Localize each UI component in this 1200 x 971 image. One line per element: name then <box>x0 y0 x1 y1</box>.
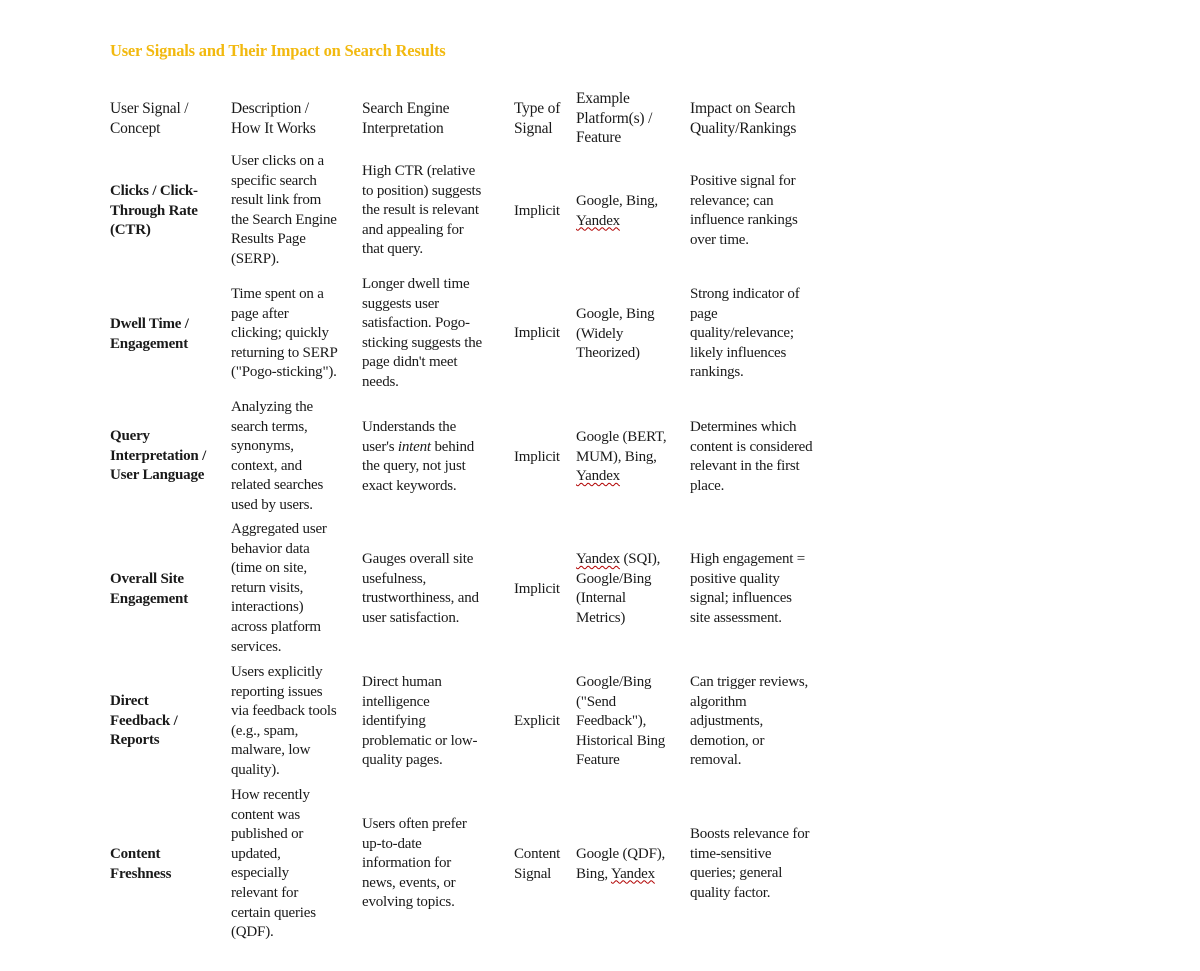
header-line: Quality/Rankings <box>690 119 797 137</box>
cell-type <box>514 580 560 600</box>
header-platform <box>576 89 652 148</box>
cell-line: Reports <box>110 732 160 749</box>
cell-type <box>514 202 560 222</box>
header-line: Signal <box>514 119 553 137</box>
cell-line: behavior data <box>231 540 310 557</box>
cell-line: Implicit <box>514 203 560 219</box>
cell-line: rankings. <box>690 364 744 381</box>
header-line: User Signal / <box>110 100 189 117</box>
header-line: How It Works <box>231 119 316 137</box>
cell-line: High CTR (relative <box>362 163 476 179</box>
cell-line: identifying <box>362 713 426 730</box>
cell-line: Implicit <box>514 581 560 597</box>
cell-line: Users often prefer <box>362 816 467 832</box>
cell-line: Google/Bing <box>576 570 652 587</box>
cell-line: Google, Bing <box>576 306 655 322</box>
cell-interpretation <box>362 418 474 496</box>
cell-line: Through Rate <box>110 202 198 219</box>
cell-signal <box>110 845 171 884</box>
cell-line: Signal <box>514 865 552 882</box>
cell-interpretation <box>362 673 477 771</box>
cell-line: Content <box>110 846 161 862</box>
cell-interpretation <box>362 162 481 260</box>
cell-line: Explicit <box>514 713 560 729</box>
spellcheck-word: Yandex <box>610 865 655 882</box>
cell-line: Users explicitly <box>231 664 323 680</box>
cell-line: Implicit <box>514 325 560 341</box>
cell-line: content is considered <box>690 438 813 455</box>
cell-line: across platform <box>231 618 321 635</box>
cell-line: positive quality <box>690 570 780 587</box>
cell-line: synonyms, <box>231 438 294 455</box>
cell-impact <box>690 285 800 383</box>
cell-line: page <box>690 305 718 322</box>
cell-line: return visits, <box>231 579 304 596</box>
cell-line: Query <box>110 428 150 444</box>
cell-impact <box>690 825 809 903</box>
cell-line: over time. <box>690 231 749 248</box>
cell-line: adjustments, <box>690 713 764 730</box>
cell-line: time-sensitive <box>690 845 772 862</box>
cell-line: specific search <box>231 172 317 189</box>
cell-line: relevant for <box>231 884 299 901</box>
cell-description <box>231 398 323 516</box>
cell-line: quality pages. <box>362 752 443 769</box>
document-title: User Signals and Their Impact on Search Results <box>110 41 446 60</box>
cell-line: (CTR) <box>110 222 151 239</box>
cell-line: likely influences <box>690 344 787 361</box>
cell-line: relevant in the first <box>690 458 800 475</box>
cell-line: page after <box>231 305 289 322</box>
cell-line: Overall Site <box>110 571 184 587</box>
cell-line: (QDF). <box>231 924 274 941</box>
cell-line <box>576 550 660 570</box>
cell-line: trustworthiness, and <box>362 590 479 607</box>
cell-platform <box>576 305 654 364</box>
cell-line <box>362 438 474 458</box>
cell-line: Feedback / <box>110 712 178 729</box>
header-line: Feature <box>576 129 622 147</box>
cell-line: signal; influences <box>690 590 792 607</box>
header-line: Interpretation <box>362 119 444 137</box>
cell-line: Understands the <box>362 419 457 435</box>
cell-line: reporting issues <box>231 683 323 700</box>
cell-line: to position) suggests <box>362 182 482 199</box>
cell-line: up-to-date <box>362 835 422 852</box>
cell-description <box>231 520 327 657</box>
cell-line: Can trigger reviews, <box>690 674 809 690</box>
header-line: Concept <box>110 119 161 137</box>
cell-line: evolving topics. <box>362 894 455 911</box>
cell-interpretation <box>362 815 467 913</box>
header-line: Platform(s) / <box>576 109 653 127</box>
cell-line: sticking suggests the <box>362 334 482 351</box>
cell-line: relevance; can <box>690 192 774 209</box>
cell-line: used by users. <box>231 496 313 513</box>
header-interpretation <box>362 99 449 138</box>
cell-line: Metrics) <box>576 609 626 626</box>
cell-line: malware, low <box>231 742 311 759</box>
cell-line: Google/Bing <box>576 674 652 690</box>
cell-line: (time on site, <box>231 560 307 577</box>
cell-line: place. <box>690 477 725 494</box>
cell-line: Historical Bing <box>576 732 666 749</box>
header-signal <box>110 99 188 138</box>
spellcheck-word: Yandex <box>576 468 620 485</box>
cell-line: quality/relevance; <box>690 325 794 342</box>
cell-text: (SQI), <box>623 551 661 567</box>
cell-line: problematic or low- <box>362 732 478 749</box>
cell-line: Boosts relevance for <box>690 826 810 842</box>
cell-line <box>576 467 666 487</box>
header-type <box>514 99 560 138</box>
spellcheck-word: Yandex <box>576 551 620 567</box>
cell-signal <box>110 692 178 751</box>
cell-line: MUM), Bing, <box>576 448 657 465</box>
cell-line: Positive signal for <box>690 173 796 189</box>
cell-line: the result is relevant <box>362 202 479 219</box>
cell-line: exact keywords. <box>362 477 457 494</box>
cell-impact <box>690 172 798 250</box>
cell-line: result link from <box>231 192 322 209</box>
cell-impact <box>690 673 808 771</box>
cell-line: quality). <box>231 761 280 778</box>
cell-line: interactions) <box>231 599 304 616</box>
cell-line: User clicks on a <box>231 153 325 169</box>
cell-line: needs. <box>362 373 399 390</box>
cell-line: especially <box>231 865 289 882</box>
cell-line: (Internal <box>576 590 626 607</box>
cell-description <box>231 152 337 270</box>
cell-line: content was <box>231 806 301 823</box>
cell-line: ("Send <box>576 693 616 710</box>
cell-line: Implicit <box>514 449 560 465</box>
cell-line: usefulness, <box>362 570 427 587</box>
cell-text: user's <box>362 438 395 455</box>
cell-line: Feature <box>576 752 620 769</box>
cell-text: behind <box>434 438 475 455</box>
cell-line: Direct human <box>362 674 442 690</box>
cell-line: Direct <box>110 693 149 709</box>
cell-signal <box>110 570 188 609</box>
cell-type <box>514 324 560 344</box>
cell-line: returning to SERP <box>231 344 338 361</box>
cell-line: that query. <box>362 241 423 258</box>
cell-line <box>576 212 658 232</box>
cell-line: user satisfaction. <box>362 609 460 626</box>
cell-line: page didn't meet <box>362 354 458 371</box>
cell-line: Theorized) <box>576 345 640 362</box>
cell-description <box>231 285 338 383</box>
cell-platform <box>576 550 660 628</box>
cell-line: (Widely <box>576 325 624 342</box>
cell-line: the Search Engine <box>231 211 337 228</box>
cell-line: Google (BERT, <box>576 429 667 445</box>
cell-platform <box>576 192 658 231</box>
cell-line: Content <box>514 846 561 862</box>
cell-line: Results Page <box>231 231 306 248</box>
cell-impact <box>690 418 812 496</box>
cell-line: demotion, or <box>690 732 765 749</box>
cell-interpretation <box>362 275 482 393</box>
cell-line: (e.g., spam, <box>231 722 299 739</box>
cell-line: certain queries <box>231 904 316 921</box>
cell-impact <box>690 550 805 628</box>
cell-platform <box>576 673 665 771</box>
cell-line: algorithm <box>690 693 747 710</box>
cell-line: intelligence <box>362 693 430 710</box>
spellcheck-word: Yandex <box>576 212 620 229</box>
cell-line: published or <box>231 826 304 843</box>
cell-line: Clicks / Click- <box>110 183 198 199</box>
cell-line: Dwell Time / <box>110 316 189 332</box>
cell-text: Bing, <box>576 865 608 882</box>
cell-line: influence rankings <box>690 212 798 229</box>
header-description <box>231 99 316 138</box>
cell-type <box>514 448 560 468</box>
header-line: Type of <box>514 100 561 117</box>
cell-line: High engagement = <box>690 551 806 567</box>
cell-line: context, and <box>231 457 302 474</box>
cell-line: queries; general <box>690 865 783 882</box>
cell-line: Freshness <box>110 865 172 882</box>
cell-line: Google (QDF), <box>576 846 666 862</box>
cell-line: Time spent on a <box>231 286 324 302</box>
cell-line: User Language <box>110 467 205 484</box>
cell-signal <box>110 315 189 354</box>
cell-line: Google, Bing, <box>576 193 658 209</box>
cell-line: Gauges overall site <box>362 551 474 567</box>
cell-line: Strong indicator of <box>690 286 800 302</box>
header-line: Impact on Search <box>690 100 796 117</box>
cell-line: quality factor. <box>690 884 771 901</box>
cell-line: Feedback"), <box>576 713 647 730</box>
cell-interpretation <box>362 550 479 628</box>
cell-platform <box>576 428 666 487</box>
cell-description <box>231 663 337 781</box>
cell-line: updated, <box>231 845 281 862</box>
cell-line <box>576 865 665 885</box>
header-line: Example <box>576 90 630 107</box>
cell-line: information for <box>362 855 452 872</box>
cell-line: clicking; quickly <box>231 325 329 342</box>
cell-type <box>514 845 560 884</box>
cell-line: ("Pogo-sticking"). <box>231 364 337 381</box>
cell-line: site assessment. <box>690 609 782 626</box>
header-impact <box>690 99 796 138</box>
cell-line: the query, not just <box>362 458 466 475</box>
cell-line: via feedback tools <box>231 703 337 720</box>
cell-line: satisfaction. Pogo- <box>362 315 470 332</box>
cell-line: services. <box>231 638 282 655</box>
cell-line: search terms, <box>231 418 308 435</box>
cell-line: (SERP). <box>231 250 280 267</box>
cell-line: Engagement <box>110 590 188 607</box>
header-line: Search Engine <box>362 100 450 117</box>
cell-signal <box>110 427 206 486</box>
cell-platform <box>576 845 665 884</box>
cell-type <box>514 712 560 732</box>
cell-line: Aggregated user <box>231 521 327 537</box>
cell-line: removal. <box>690 752 742 769</box>
emphasis-text: intent <box>397 438 431 455</box>
cell-line: Determines which <box>690 419 797 435</box>
header-line: Description / <box>231 100 309 117</box>
cell-line: suggests user <box>362 295 439 312</box>
cell-line: Analyzing the <box>231 399 313 415</box>
cell-line: news, events, or <box>362 874 456 891</box>
cell-line: related searches <box>231 477 324 494</box>
cell-line: Interpretation / <box>110 447 207 464</box>
cell-line: How recently <box>231 787 310 803</box>
cell-line: and appealing for <box>362 221 464 238</box>
cell-line: Engagement <box>110 335 188 352</box>
cell-description <box>231 786 316 943</box>
cell-signal <box>110 182 198 241</box>
cell-line: Longer dwell time <box>362 276 470 292</box>
